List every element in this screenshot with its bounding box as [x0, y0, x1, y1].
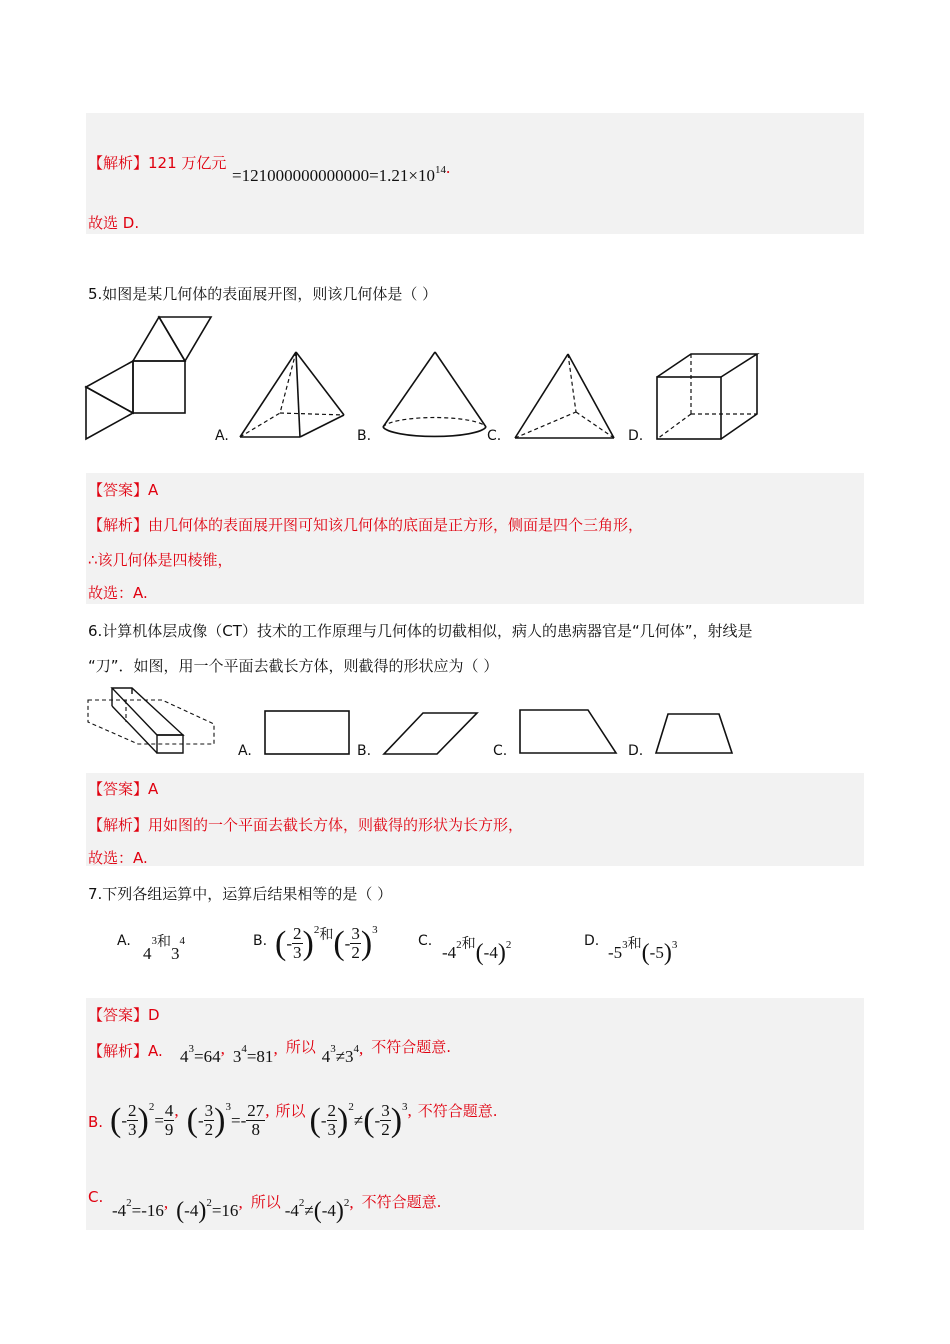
net-square	[133, 361, 185, 413]
q7-a-calc1: 4	[180, 1046, 189, 1066]
q5-analysis-text: 由几何体的表面展开图可知该几何体的底面是正方形，侧面是四个三角形，	[148, 516, 644, 534]
q7-option-b-label: B.	[253, 933, 268, 949]
q4-analysis-lead: 121 万亿元	[148, 154, 227, 172]
q7-a-calc2-exp: 4	[241, 1042, 247, 1055]
q6-answer-line	[88, 778, 158, 799]
q7-option-c-expr: -4 2 和 ( -4 ) 2	[442, 936, 511, 970]
q6-option-d-label: D.	[628, 743, 644, 759]
q4-formula-end: .	[446, 158, 451, 177]
q7-a-calc1-res: =64	[194, 1046, 221, 1066]
q4-analysis-tag: 【解析】	[88, 154, 149, 172]
q7-a-calc1-exp: 3	[188, 1042, 194, 1055]
cut-plane	[88, 700, 214, 744]
q7-stem: 7.下列各组运算中，运算后结果相等的是（ ）	[88, 885, 393, 903]
q7-b-ne: ≠	[353, 1110, 364, 1130]
q6-option-a-label: A.	[238, 743, 252, 759]
q7-answer-tag: 【答案】	[88, 1006, 149, 1024]
q5-option-a-label: A.	[215, 428, 229, 444]
q4-formula-exponent: 14	[435, 164, 447, 176]
q7-option-b-expr: ( - $\frac{2}{3}$ ) 2 和 ( - $\frac{3}{2}$ ) 3	[275, 923, 378, 962]
q7-c-not-match: 不符合题意.	[361, 1192, 442, 1211]
q5-therefore: ∴该几何体是四棱锥，	[88, 551, 233, 569]
q6-stem-line1: 6.计算机体层成像（CT）技术的工作原理与几何体的切截相似，病人的患病器官是“几何体”，射线是	[88, 622, 753, 640]
q4-analysis-line	[88, 152, 226, 173]
q7-b-he: 和	[319, 926, 334, 943]
q5-conclusion: 故选：A.	[88, 584, 148, 602]
q6-cut-figure	[86, 686, 218, 756]
q6-analysis-line	[88, 814, 523, 835]
q7-c-ne: ≠	[304, 1201, 314, 1220]
q6-option-c-label: C.	[493, 743, 508, 759]
q5-analysis-line	[88, 514, 643, 535]
q5-stem: 5.如图是某几何体的表面展开图，则该几何体是（ ）	[88, 285, 438, 303]
q5-answer-tag: 【答案】	[88, 481, 149, 499]
net-tri-top-right	[159, 317, 211, 361]
q6-answer-value: A	[148, 780, 159, 798]
q6-stem-line2: “刀”．如图，用一个平面去截长方体，则截得的形状应为（ ）	[88, 657, 499, 675]
q7-a-calc2-res: =81	[246, 1046, 274, 1066]
q7-c-calc1-res: =-16	[131, 1201, 164, 1220]
q7-d-he: 和	[627, 936, 642, 952]
q7-option-d-label: D.	[584, 933, 600, 949]
q5-net-figure	[86, 315, 216, 440]
q7-answer-line	[88, 1004, 160, 1025]
q7-analysis-c-label: C.	[88, 1188, 104, 1206]
q5-option-d-label: D.	[628, 428, 644, 444]
q7-a-not-match: 不符合题意.	[371, 1038, 452, 1056]
q6-option-b-label: B.	[357, 743, 372, 759]
q6-option-d-trapezoid	[655, 713, 735, 755]
q5-option-a-pyramid	[240, 350, 350, 442]
q4-formula-main: =121000000000000=1.21×10	[232, 166, 436, 185]
q5-option-d-cube	[655, 352, 761, 442]
net-tri-left-lower	[86, 387, 133, 439]
q7-c-he: 和	[461, 936, 476, 952]
q5-option-c-tetrahedron	[513, 352, 617, 442]
q5-answer-line	[88, 479, 158, 500]
q6-answer-tag: 【答案】	[88, 780, 149, 798]
q7-option-a-label: A.	[117, 933, 131, 949]
q7-b-suoyi: 所以	[275, 1102, 306, 1120]
q5-answer-value: A	[148, 481, 159, 499]
net-tri-left-upper	[86, 361, 133, 413]
q7-b-not-match: 不符合题意.	[417, 1102, 498, 1120]
q7-option-d-expr: -5 3 和 ( -5 ) 3	[608, 936, 677, 970]
q7-analysis-a-math: 4 3 =64 , 3 4 =81 , 所以 4 3 ≠ 3 4 , 不符合题意.	[180, 1038, 452, 1066]
q5-option-b-label: B.	[357, 428, 372, 444]
q7-c-calc2-res: =16	[211, 1201, 239, 1220]
q5-option-b-cone	[380, 350, 490, 442]
q7-analysis-c-math: -4 2 =-16 , ( -4 ) 2 =16 , 所以 -4 2 ≠ ( -4 ) 2 , 不符合题意.	[112, 1192, 442, 1224]
q4-conclusion: 故选 D.	[88, 214, 140, 232]
q7-a-suoyi: 所以	[285, 1038, 316, 1056]
q7-option-c-label: C.	[418, 933, 433, 949]
q7-c-calc1: -4	[112, 1201, 127, 1220]
q6-option-c-right-trapezoid	[518, 709, 618, 755]
q7-analysis-a-head	[88, 1040, 163, 1061]
q5-option-c-label: C.	[487, 428, 502, 444]
q7-a-he: 和	[157, 934, 171, 950]
q6-conclusion: 故选：A.	[88, 849, 148, 867]
q7-a-ne: ≠	[335, 1046, 346, 1066]
q4-analysis-panel	[86, 113, 864, 234]
q7-answer-value: D	[148, 1006, 160, 1024]
q7-analysis-b-label: B.	[88, 1113, 104, 1131]
q7-analysis-a-label: A.	[148, 1042, 163, 1060]
q7-analysis-b-math: ( - $\frac{2}{3}$ ) 2 = $\frac{4}{9}$ , ( - $\frac{3}{2}$ ) 3 =- $\frac{27}{8}$ , 所以 ( - $\frac{2}{3}$ ) 2 ≠ ( - $\frac{3}{2}$ ) 3 , 不符合题意.	[110, 1100, 498, 1139]
q7-c-suoyi: 所以	[250, 1192, 281, 1211]
q7-a-calc2: 3	[232, 1046, 242, 1066]
q6-option-b-parallelogram	[383, 712, 479, 756]
q7-analysis-tag: 【解析】	[88, 1042, 149, 1060]
box-top	[112, 688, 183, 735]
net-tri-top	[133, 317, 185, 361]
q6-analysis-text: 用如图的一个平面去截长方体，则截得的形状为长方形，	[148, 816, 524, 834]
q7-option-a-expr: 4 3 和 3 4	[143, 934, 185, 964]
q6-analysis-tag: 【解析】	[88, 816, 149, 834]
q5-answer-panel	[86, 473, 864, 604]
q6-option-a-rectangle	[263, 710, 353, 756]
q5-analysis-tag: 【解析】	[88, 516, 149, 534]
q4-formula	[232, 158, 451, 186]
